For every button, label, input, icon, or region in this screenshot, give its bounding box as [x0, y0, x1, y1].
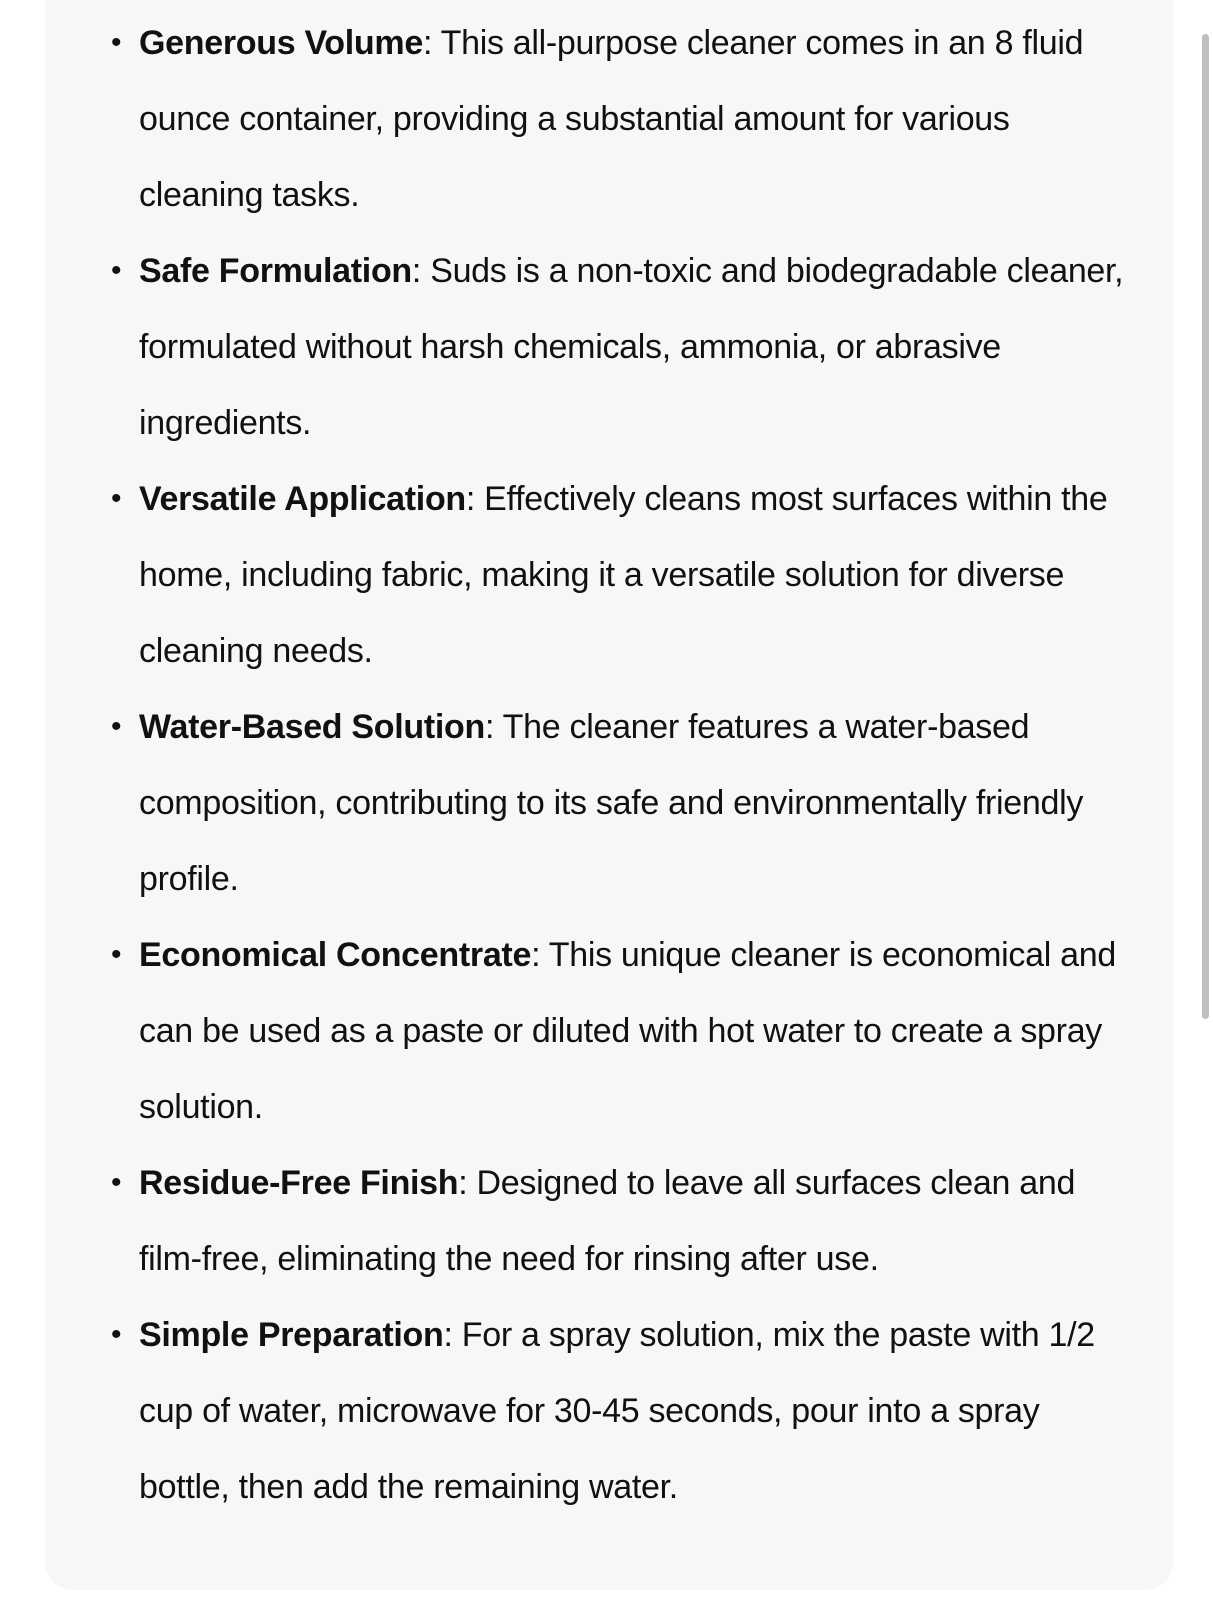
list-item	[111, 1145, 1139, 1297]
feature-list	[111, 5, 1139, 1525]
bullet-icon: •	[111, 1318, 122, 1351]
bullet-icon: •	[111, 710, 122, 743]
list-item	[111, 917, 1139, 1145]
feature-description: : For a spray solution, mix the paste with 1/2 cup of water, microwave for 30-45 seconds, pour into a spray bottle, then add the remaining water.	[139, 1316, 1095, 1506]
feature-description: : Suds is a non-toxic and biodegradable cleaner, formulated without harsh chemicals, ammonia, or abrasive ingredients.	[139, 252, 1124, 442]
bullet-icon: •	[111, 254, 122, 287]
feature-description: : The cleaner features a water-based composition, contributing to its safe and environmentally friendly profile.	[139, 708, 1084, 898]
feature-description: : Effectively cleans most surfaces within the home, including fabric, making it a versatile solution for diverse cleaning needs.	[139, 480, 1108, 670]
feature-description: : Designed to leave all surfaces clean and film-free, eliminating the need for rinsing after use.	[139, 1164, 1076, 1278]
list-item	[111, 689, 1139, 917]
bullet-icon: •	[111, 26, 122, 59]
list-item	[111, 461, 1139, 689]
scrollbar-thumb[interactable]	[1202, 34, 1209, 1019]
bullet-icon: •	[111, 938, 122, 971]
list-item	[111, 5, 1139, 233]
feature-title: Versatile Application	[139, 480, 466, 518]
list-item	[111, 233, 1139, 461]
feature-title: Generous Volume	[139, 24, 423, 62]
feature-description: : This all-purpose cleaner comes in an 8 fluid ounce container, providing a substantial amount for various cleaning tasks.	[139, 24, 1084, 214]
feature-title: Simple Preparation	[139, 1316, 444, 1354]
feature-title: Safe Formulation	[139, 252, 412, 290]
bullet-icon: •	[111, 482, 122, 515]
feature-description: : This unique cleaner is economical and can be used as a paste or diluted with hot water to create a spray solution.	[139, 936, 1116, 1126]
bullet-icon: •	[111, 1166, 122, 1199]
feature-title: Residue-Free Finish	[139, 1164, 459, 1202]
list-item	[111, 1297, 1139, 1525]
feature-title: Water-Based Solution	[139, 708, 485, 746]
content-card	[45, 0, 1173, 1590]
feature-title: Economical Concentrate	[139, 936, 532, 974]
